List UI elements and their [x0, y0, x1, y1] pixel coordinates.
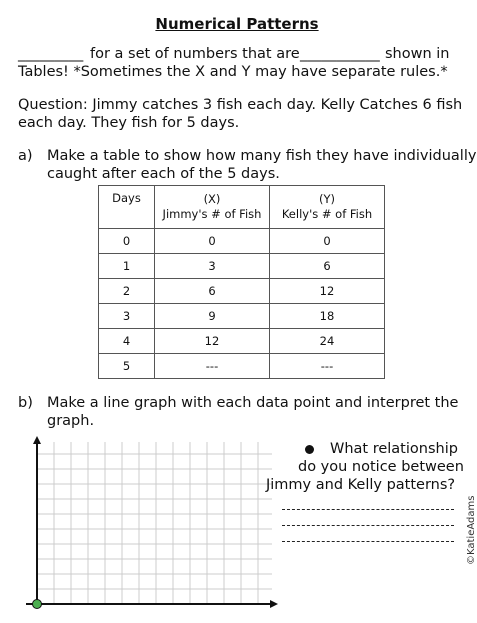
relationship-line-3: Jimmy and Kelly patterns?	[266, 477, 456, 493]
part-a-line-1: Make a table to show how many fish they have individually	[47, 148, 477, 164]
y-axis-arrow-icon	[33, 436, 41, 444]
table-cell-days: 5	[99, 354, 155, 379]
bullet-icon	[305, 445, 314, 454]
table-header-days	[99, 186, 155, 229]
table-header-jimmy	[155, 186, 270, 229]
intro-line-1: for a set of numbers that are	[90, 46, 300, 62]
part-b-label: b)	[18, 395, 33, 411]
answer-line[interactable]	[282, 541, 454, 542]
table-header-jimmy-var: (X)	[203, 192, 221, 206]
table-row	[99, 229, 385, 254]
table-header-kelly	[270, 186, 385, 229]
relationship-line-1: What relationship	[330, 441, 458, 457]
table-cell-kelly: 24	[270, 329, 385, 354]
table-cell-days: 0	[99, 229, 155, 254]
table-cell-jimmy: 12	[155, 329, 270, 354]
part-a-line-2: caught after each of the 5 days.	[47, 166, 280, 182]
intro-blank-2: ___________	[300, 46, 380, 62]
table-cell-days: 2	[99, 279, 155, 304]
table-cell-kelly: 0	[270, 229, 385, 254]
answer-line[interactable]	[282, 525, 454, 526]
fish-table	[98, 185, 385, 379]
intro-line-2: Tables! *Sometimes the X and Y may have separate rules.*	[18, 64, 448, 80]
answer-line[interactable]	[282, 509, 454, 510]
table-header-days-label: Days	[112, 191, 141, 205]
table-cell-jimmy: ---	[155, 354, 270, 379]
table-cell-jimmy: 0	[155, 229, 270, 254]
table-row	[99, 304, 385, 329]
intro-line-1-end: shown in	[385, 46, 450, 62]
table-cell-kelly: ---	[270, 354, 385, 379]
table-cell-days: 4	[99, 329, 155, 354]
question-line-1: Question: Jimmy catches 3 fish each day. Kelly Catches 6 fish	[18, 97, 463, 113]
credit-watermark: ©KatieAdams	[466, 495, 477, 565]
table-header-jimmy-label: Jimmy's # of Fish	[162, 207, 262, 221]
table-cell-days: 3	[99, 304, 155, 329]
part-b-line-1: Make a line graph with each data point and interpret the	[47, 395, 459, 411]
relationship-line-2: do you notice between	[298, 459, 464, 475]
table-row	[99, 329, 385, 354]
table-cell-kelly: 18	[270, 304, 385, 329]
table-header-kelly-label: Kelly's # of Fish	[281, 207, 373, 221]
table-header-kelly-var: (Y)	[319, 192, 335, 206]
table-cell-jimmy: 6	[155, 279, 270, 304]
table-cell-jimmy: 9	[155, 304, 270, 329]
table-cell-kelly: 6	[270, 254, 385, 279]
intro-blank-1: _________	[18, 46, 84, 62]
blank-graph-grid[interactable]	[22, 436, 282, 616]
part-a-label: a)	[18, 148, 33, 164]
table-row	[99, 279, 385, 304]
table-cell-jimmy: 3	[155, 254, 270, 279]
grid-lines	[37, 442, 272, 604]
origin-dot	[33, 600, 42, 609]
x-axis-arrow-icon	[270, 600, 278, 608]
table-row	[99, 254, 385, 279]
table-cell-days: 1	[99, 254, 155, 279]
question-line-2: each day. They fish for 5 days.	[18, 115, 240, 131]
part-b-line-2: graph.	[47, 413, 95, 429]
table-row	[99, 354, 385, 379]
table-cell-kelly: 12	[270, 279, 385, 304]
page-title: Numerical Patterns	[155, 15, 319, 33]
table-header-row	[99, 186, 385, 229]
